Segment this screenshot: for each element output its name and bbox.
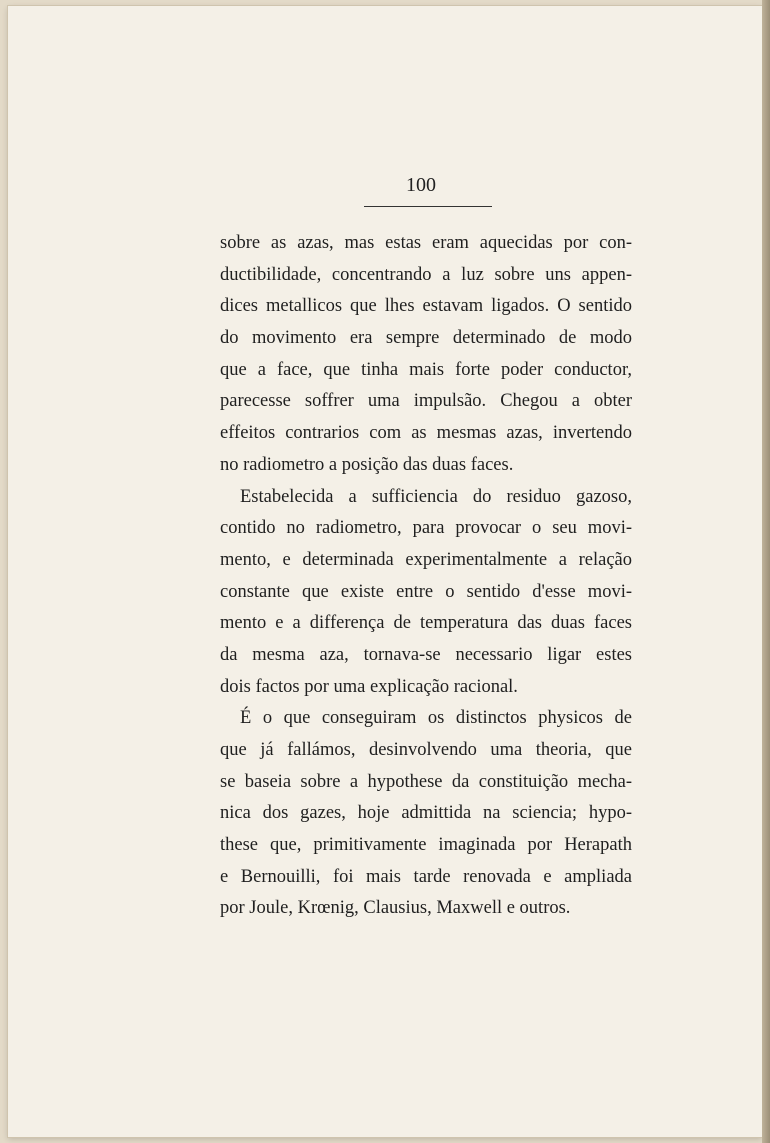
text-line: these que, primitivamente imaginada por Herapath bbox=[220, 835, 632, 856]
text-line: sobre as azas, mas estas eram aquecidas por con- bbox=[220, 233, 632, 253]
text-line: dices metallicos que lhes estavam ligados. O sentido bbox=[220, 296, 632, 317]
text-line: dois factos por uma explicação racional. bbox=[220, 676, 518, 697]
header-rule bbox=[364, 206, 492, 207]
body-text bbox=[220, 228, 632, 925]
text-line: por Joule, Krœnig, Clausius, Maxwell e outros. bbox=[220, 898, 571, 919]
text-line: e Bernouilli, foi mais tarde renovada e ampliada bbox=[220, 866, 632, 887]
text-line: É o que conseguiram os distinctos physicos de bbox=[240, 708, 632, 729]
text-line: ductibilidade, concentrando a luz sobre uns appen- bbox=[220, 264, 632, 285]
text-line: parecesse soffrer uma impulsão. Chegou a obter bbox=[220, 391, 632, 412]
text-line: constante que existe entre o sentido d'esse movi- bbox=[220, 581, 632, 602]
text-line: se baseia sobre a hypothese da constituição mecha- bbox=[220, 771, 632, 792]
text-line: do movimento era sempre determinado de modo bbox=[220, 328, 632, 349]
text-line: Estabelecida a sufficiencia do residuo gazoso, bbox=[240, 486, 632, 507]
book-page bbox=[8, 6, 762, 1137]
text-line: contido no radiometro, para provocar o seu movi- bbox=[220, 518, 632, 539]
text-line: mento, e determinada experimentalmente a relação bbox=[220, 549, 632, 570]
page-number: 100 bbox=[406, 174, 436, 196]
text-line: que já fallámos, desinvolvendo uma theoria, que bbox=[220, 740, 632, 760]
paragraph-2 bbox=[220, 482, 632, 704]
book-page-edge bbox=[762, 0, 770, 1143]
paragraph-1 bbox=[220, 228, 632, 482]
text-line: da mesma aza, tornava-se necessario ligar estes bbox=[220, 644, 632, 665]
text-line: mento e a differença de temperatura das duas faces bbox=[220, 613, 632, 634]
text-line: nica dos gazes, hoje admittida na sciencia; hypo- bbox=[220, 803, 632, 824]
text-line: no radiometro a posição das duas faces. bbox=[220, 454, 514, 475]
text-line: que a face, que tinha mais forte poder conductor, bbox=[220, 359, 632, 380]
paragraph-3 bbox=[220, 703, 632, 925]
text-line: effeitos contrarios com as mesmas azas, invertendo bbox=[220, 423, 632, 444]
